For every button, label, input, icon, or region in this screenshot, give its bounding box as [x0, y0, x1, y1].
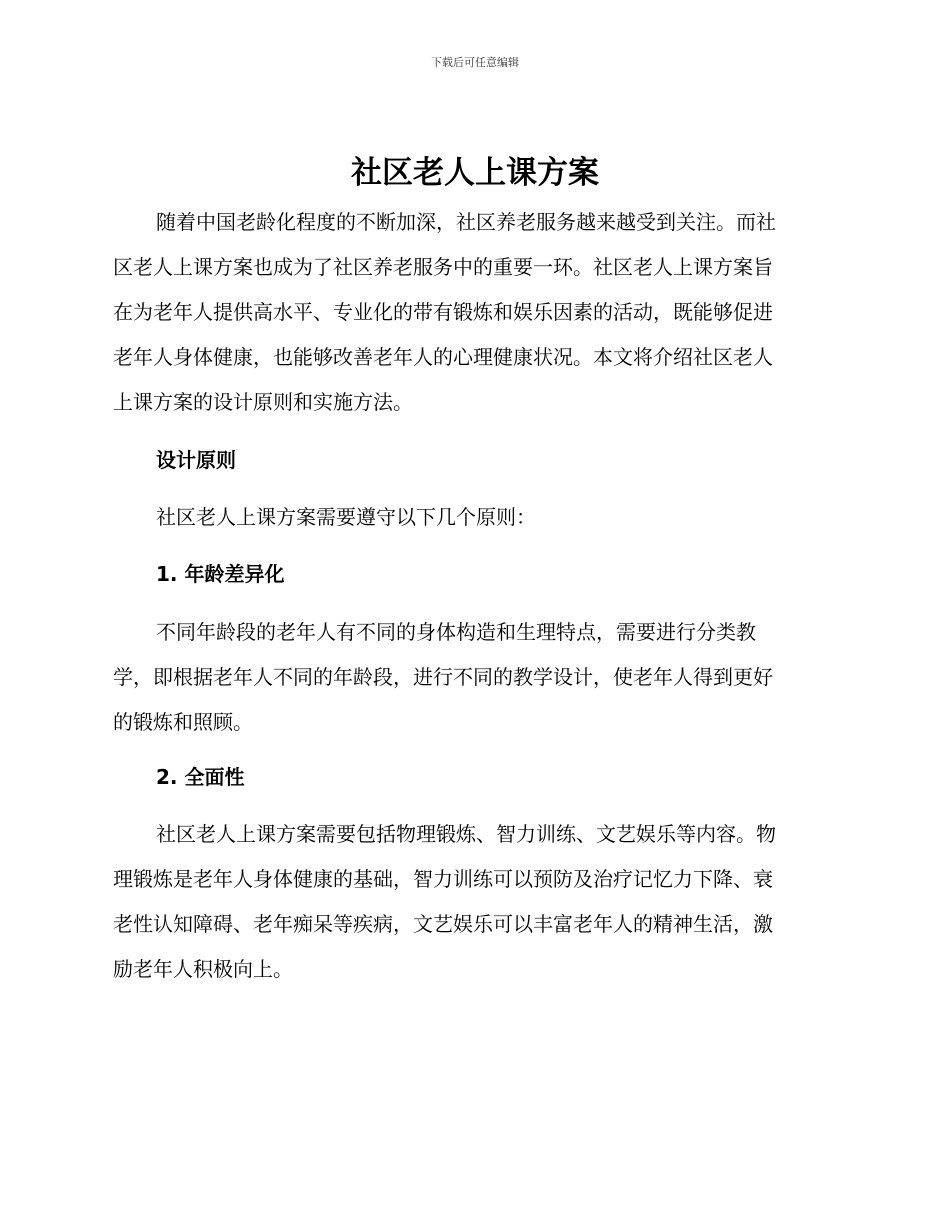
- text-line: 老年人身体健康，也能够改善老年人的心理健康状况。本文将介绍社区老人: [113, 345, 773, 369]
- text-line: 理锻炼是老年人身体健康的基础，智力训练可以预防及治疗记忆力下降、衰: [113, 867, 773, 891]
- section-lead: [113, 495, 833, 540]
- text-line: 不同年龄段的老年人有不同的身体构造和生理特点，需要进行分类教: [156, 620, 756, 644]
- principle-heading: 1. 年龄差异化: [156, 562, 285, 586]
- principle-paragraph: [113, 610, 833, 745]
- principle-heading: 2. 全面性: [156, 765, 245, 789]
- text-line: 随着中国老龄化程度的不断加深，社区养老服务越来越受到关注。而社: [156, 210, 776, 234]
- text-line: 老性认知障碍、老年痴呆等疾病，文艺娱乐可以丰富老年人的精神生活，激: [113, 912, 773, 936]
- document-title: 社区老人上课方案: [351, 155, 599, 191]
- text-line: 的锻炼和照顾。: [113, 710, 253, 734]
- intro-paragraph: [113, 200, 833, 425]
- header-note: 下载后可任意编辑: [431, 56, 519, 69]
- text-line: 学，即根据老年人不同的年龄段，进行不同的教学设计，使老年人得到更好: [113, 665, 773, 689]
- text-line: 在为老年人提供高水平、专业化的带有锻炼和娱乐因素的活动，既能够促进: [113, 300, 773, 324]
- principle-paragraph: [113, 812, 833, 992]
- section-heading: 设计原则: [156, 448, 236, 472]
- text-line: 区老人上课方案也成为了社区养老服务中的重要一环。社区老人上课方案旨: [113, 255, 773, 279]
- text-line: 社区老人上课方案需要遵守以下几个原则：: [156, 505, 536, 529]
- text-line: 励老年人积极向上。: [113, 957, 293, 981]
- text-line: 社区老人上课方案需要包括物理锻炼、智力训练、文艺娱乐等内容。物: [156, 822, 776, 846]
- text-line: 上课方案的设计原则和实施方法。: [113, 390, 413, 414]
